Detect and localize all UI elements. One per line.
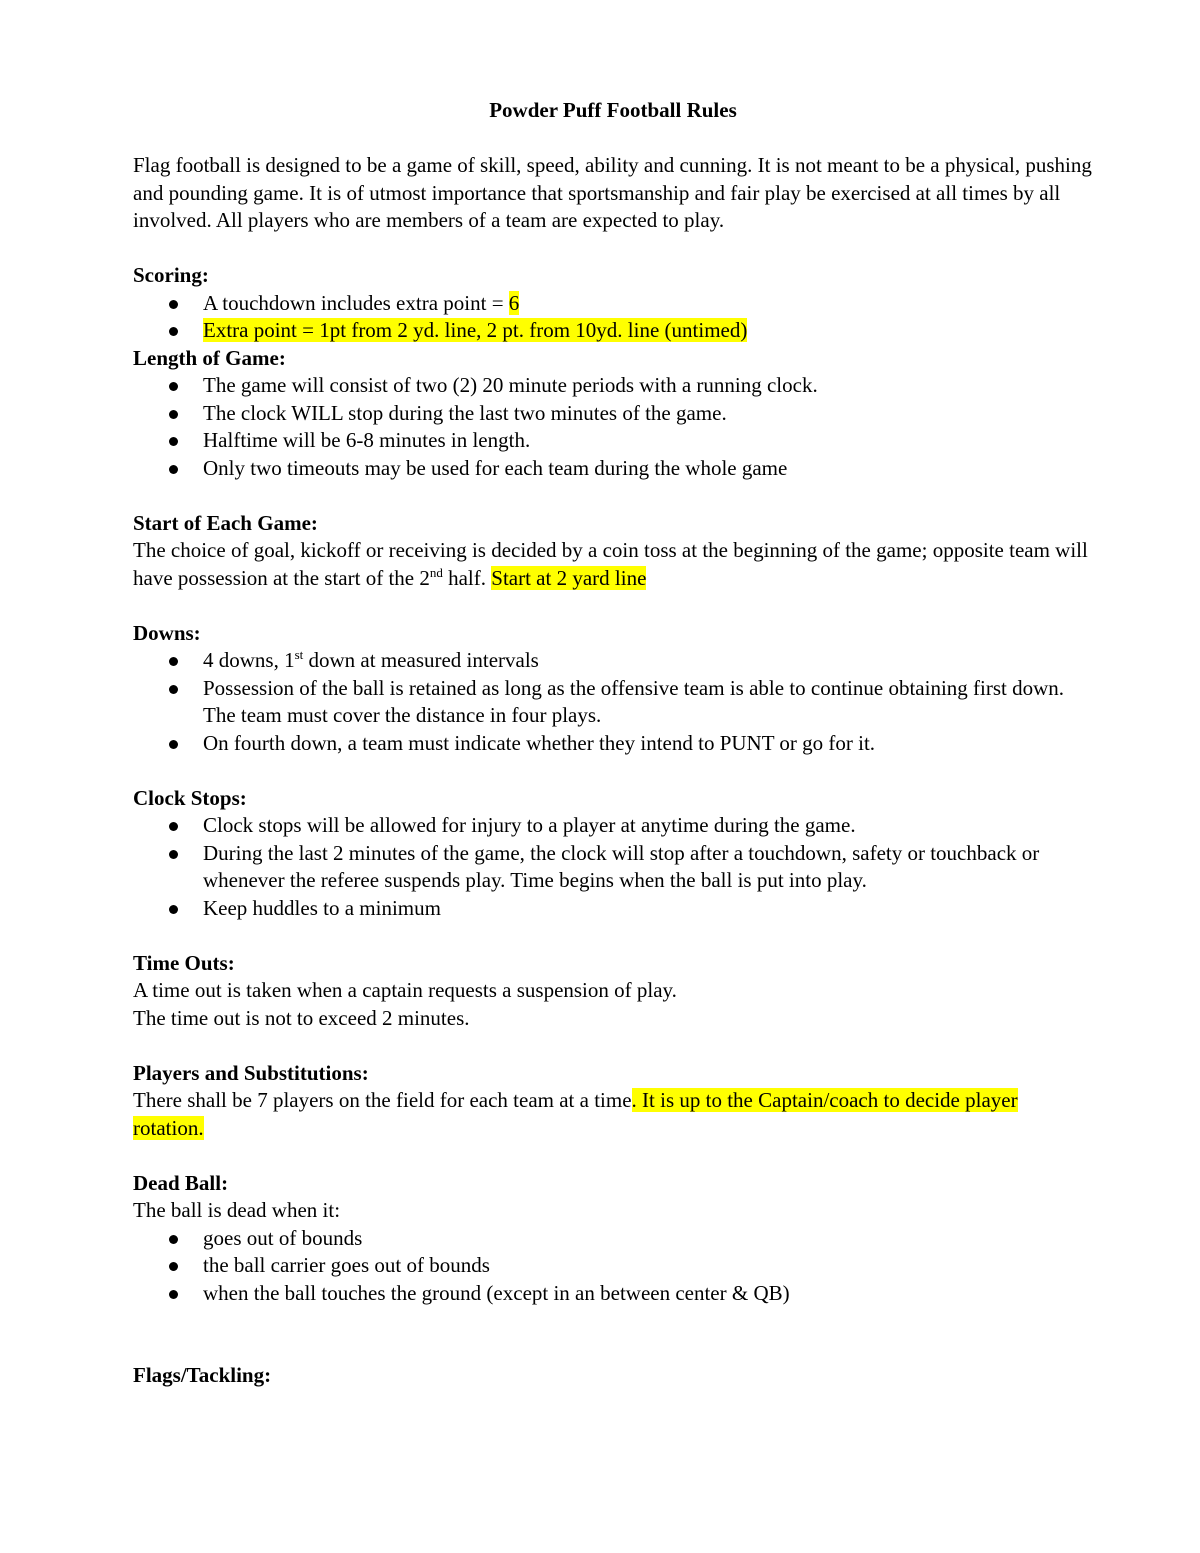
bullet-icon <box>169 685 178 694</box>
list-item-text: The clock WILL stop during the last two minutes of the game. <box>203 400 727 425</box>
clock-heading: Clock Stops: <box>133 785 247 810</box>
list-item-text: when the ball touches the ground (except in an between center & QB) <box>203 1280 790 1305</box>
flags-heading: Flags/Tackling: <box>133 1363 272 1387</box>
list-item <box>133 1225 1093 1253</box>
list-item <box>133 427 1093 455</box>
list-item <box>133 840 1093 895</box>
list-item-text: Clock stops will be allowed for injury to a player at anytime during the game. <box>203 813 856 837</box>
length-list <box>133 372 1093 482</box>
ordinal-suffix: nd <box>429 564 443 580</box>
highlighted-text: . It is up to the Captain/coach to decide player rotation. <box>133 1088 1018 1140</box>
bullet-icon <box>169 437 178 446</box>
bullet-icon <box>169 1235 178 1244</box>
list-item <box>133 455 1093 483</box>
list-item <box>133 290 1093 318</box>
bullet-icon <box>169 822 178 831</box>
bullet-icon <box>169 1262 178 1271</box>
list-item <box>133 675 1093 730</box>
bullet-icon <box>169 657 178 666</box>
list-item-text: the ball carrier goes out of bounds <box>203 1253 490 1277</box>
timeouts-line-2: The time out is not to exceed 2 minutes. <box>133 1005 470 1030</box>
ordinal-suffix: st <box>294 647 304 662</box>
bullet-icon <box>169 465 178 474</box>
timeouts-heading: Time Outs: <box>133 950 235 975</box>
list-item <box>133 895 1093 923</box>
players-text: There shall be 7 players on the field for each team at a time <box>133 1088 632 1112</box>
highlighted-text: 6 <box>508 290 520 315</box>
list-item <box>133 317 1093 345</box>
bullet-icon <box>169 850 178 859</box>
clock-list <box>133 812 1093 922</box>
bullet-icon <box>169 300 178 309</box>
downs-heading: Downs: <box>133 620 201 645</box>
bullet-icon <box>169 327 178 336</box>
list-item-text: The game will consist of two (2) 20 minute periods with a running clock. <box>203 373 818 397</box>
players-heading: Players and Substitutions: <box>133 1060 369 1085</box>
list-item-text: goes out of bounds <box>203 1225 363 1250</box>
list-item <box>133 647 1093 675</box>
list-item <box>133 730 1093 758</box>
list-item-text: Only two timeouts may be used for each team during the whole game <box>203 455 788 480</box>
bullet-icon <box>169 905 178 914</box>
dead-ball-heading: Dead Ball: <box>133 1170 229 1195</box>
dead-ball-intro: The ball is dead when it: <box>133 1198 341 1222</box>
start-text-end: half. <box>442 565 492 590</box>
list-item-text: On fourth down, a team must indicate whether they intend to PUNT or go for it. <box>203 730 876 755</box>
list-item-text: down at measured intervals <box>303 648 539 672</box>
document-page <box>133 97 1093 1390</box>
highlighted-text: Start at 2 yard line <box>491 565 647 590</box>
list-item-text: Possession of the ball is retained as long as the offensive team is able to continue obtaining first down. The team must cover the distance in four plays. <box>203 675 1065 727</box>
list-item-text: Halftime will be 6-8 minutes in length. <box>203 428 531 452</box>
start-text: The choice of goal, kickoff or receiving is decided by a coin toss at the beginning of the game; opposite team will have possession at the start of the 2 <box>133 538 1088 590</box>
list-item <box>133 1252 1093 1280</box>
bullet-icon <box>169 740 178 749</box>
document-title: Powder Puff Football Rules <box>489 98 737 122</box>
list-item-text: 4 downs, 1 <box>203 648 295 672</box>
list-item <box>133 400 1093 428</box>
list-item-text: During the last 2 minutes of the game, the clock will stop after a touchdown, safety or touchback or whenever the referee suspends play. Time begins when the ball is put into play. <box>203 840 1040 892</box>
start-heading: Start of Each Game: <box>133 510 318 535</box>
bullet-icon <box>169 382 178 391</box>
list-item <box>133 1280 1093 1308</box>
intro-paragraph: Flag football is designed to be a game of skill, speed, ability and cunning. It is not meant to be a physical, pushing and pounding game. It is of utmost importance that sportsmanship and fair play be exercised at all times by all involved. All players who are members of a team are expected to play. <box>133 153 1092 232</box>
scoring-item-text: A touchdown includes extra point = <box>203 290 509 315</box>
highlighted-text: Extra point = 1pt from 2 yd. line, 2 pt. from 10yd. line (untimed) <box>203 318 748 342</box>
scoring-heading: Scoring: <box>133 263 209 287</box>
players-paragraph <box>133 1087 1093 1142</box>
list-item <box>133 812 1093 840</box>
list-item <box>133 372 1093 400</box>
bullet-icon <box>169 410 178 419</box>
bullet-icon <box>169 1290 178 1299</box>
dead-ball-list <box>133 1225 1093 1308</box>
downs-list <box>133 647 1093 757</box>
start-paragraph <box>133 537 1093 592</box>
length-heading: Length of Game: <box>133 345 286 370</box>
list-item-text: Keep huddles to a minimum <box>203 895 441 920</box>
scoring-list <box>133 290 1093 345</box>
timeouts-line-1: A time out is taken when a captain requests a suspension of play. <box>133 978 677 1002</box>
